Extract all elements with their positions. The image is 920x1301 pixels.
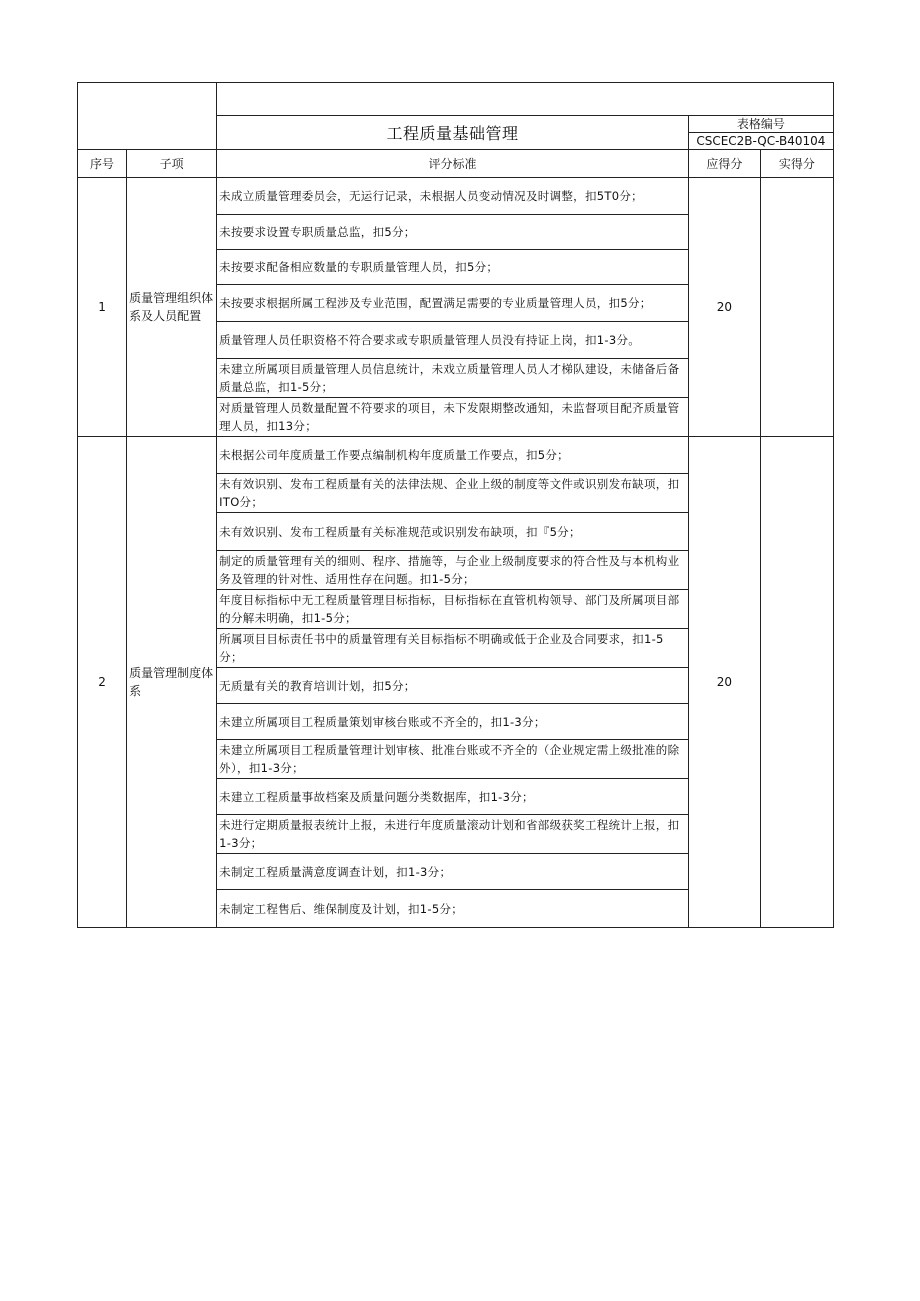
criteria-item: 未进行定期质量报表统计上报，未进行年度质量滚动计划和省部级获奖工程统计上报，扣1-3分； <box>217 815 689 854</box>
form-sheet <box>77 82 834 928</box>
section-subitem: 质量管理制度体系 <box>127 437 217 928</box>
criteria-item: 制定的质量管理有关的细则、程序、措施等，与企业上级制度要求的符合性及与本机构业务及管理的针对性、适用性存在问题。扣1-5分； <box>217 551 689 590</box>
form-title: 工程质量基础管理 <box>217 116 689 150</box>
criteria-item: 年度目标指标中无工程质量管理目标指标，目标指标在直管机构领导、部门及所属项目部的分解未明确，扣1-5分； <box>217 590 689 629</box>
criteria-item: 未建立所属项目工程质量管理计划审核、批准台账或不齐全的（企业规定需上级批准的除外），扣1-3分； <box>217 740 689 779</box>
col-header-should-score: 应得分 <box>688 150 760 178</box>
criteria-item: 未按要求设置专职质量总监，扣5分； <box>217 215 689 250</box>
section-subitem: 质量管理组织体系及人员配置 <box>127 178 217 437</box>
scoring-table <box>77 82 834 928</box>
actual-score-cell[interactable] <box>760 178 833 437</box>
criteria-item: 未成立质量管理委员会，无运行记录，未根据人员变动情况及时调整，扣5T0分； <box>217 178 689 215</box>
table-row <box>78 178 834 215</box>
criteria-item: 未制定工程质量满意度调查计划，扣1-3分； <box>217 854 689 890</box>
col-header-no: 序号 <box>78 150 127 178</box>
section-number: 1 <box>78 178 127 437</box>
table-row <box>78 437 834 474</box>
criteria-item: 质量管理人员任职资格不符合要求或专职质量管理人员没有持证上岗，扣1-3分。 <box>217 322 689 359</box>
criteria-item: 未建立所属项目工程质量策划审核台账或不齐全的，扣1-3分； <box>217 704 689 740</box>
col-header-subitem: 子项 <box>127 150 217 178</box>
criteria-item: 未有效识别、发布工程质量有关的法律法规、企业上级的制度等文件或识别发布缺项，扣ITO分； <box>217 474 689 513</box>
should-score-value: 20 <box>688 437 760 928</box>
header-top-cell <box>217 83 834 116</box>
header-corner-cell <box>78 83 217 150</box>
sections-body <box>78 178 834 928</box>
col-header-actual-score: 实得分 <box>760 150 833 178</box>
header-blank-row <box>78 83 834 116</box>
section-number: 2 <box>78 437 127 928</box>
actual-score-cell[interactable] <box>760 437 833 928</box>
criteria-item: 未建立所属项目质量管理人员信息统计，未戏立质量管理人员人才梯队建设，未储备后备质量总监，扣1-5分； <box>217 359 689 398</box>
column-header-row <box>78 150 834 178</box>
form-code-value: CSCEC2B-QC-B40104 <box>688 133 833 150</box>
criteria-item: 对质量管理人员数量配置不符要求的项目，未下发限期整改通知，未监督项目配齐质量管理人员，扣13分； <box>217 398 689 437</box>
form-code-label: 表格编号 <box>688 116 833 133</box>
criteria-item: 未有效识别、发布工程质量有关标准规范或识别发布缺项，扣『5分； <box>217 513 689 551</box>
criteria-item: 未按要求配备相应数量的专职质量管理人员，扣5分； <box>217 250 689 285</box>
criteria-item: 所属项目目标责任书中的质量管理有关目标指标不明确或低于企业及合同要求，扣1-5分； <box>217 629 689 668</box>
criteria-item: 无质量有关的教育培训计划，扣5分； <box>217 668 689 704</box>
criteria-item: 未制定工程售后、维保制度及计划，扣1-5分； <box>217 890 689 928</box>
criteria-item: 未建立工程质量事故档案及质量问题分类数据库，扣1-3分； <box>217 779 689 815</box>
col-header-criteria: 评分标准 <box>217 150 689 178</box>
should-score-value: 20 <box>688 178 760 437</box>
criteria-item: 未按要求根据所属工程涉及专业范围，配置满足需要的专业质量管理人员，扣5分； <box>217 285 689 322</box>
criteria-item: 未根据公司年度质量工作要点编制机构年度质量工作要点，扣5分； <box>217 437 689 474</box>
